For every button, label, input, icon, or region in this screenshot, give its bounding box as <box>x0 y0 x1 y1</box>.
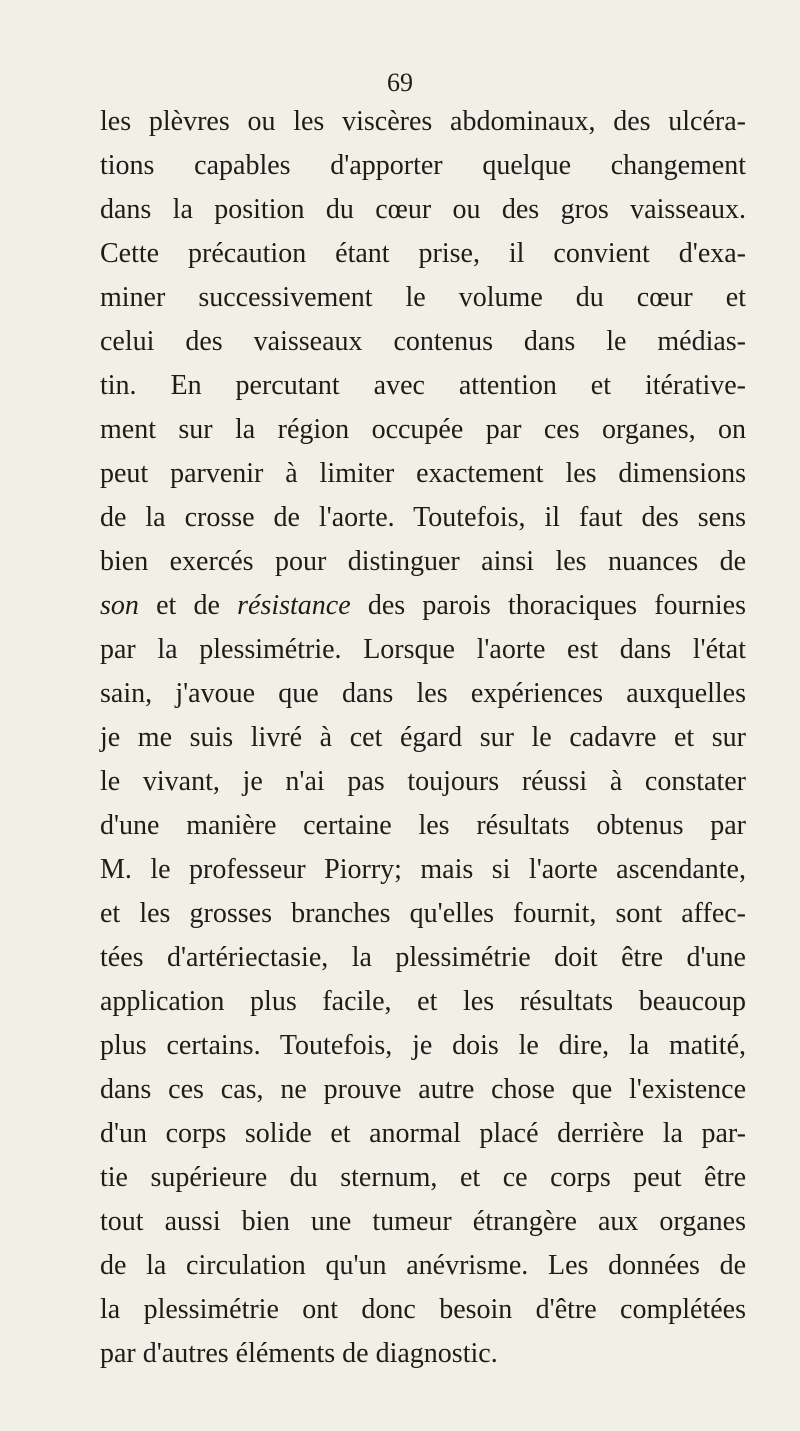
text-line: je me suis livré à cet égard sur le cadavre et sur <box>100 722 746 753</box>
text-line: tout aussi bien une tumeur étrangère aux organes <box>100 1206 746 1237</box>
text-line-with-italics: son et de résistance des parois thoraciques fournies <box>100 590 746 621</box>
text-line: application plus facile, et les résultats beaucoup <box>100 986 746 1017</box>
text-line: la plessimétrie ont donc besoin d'être complétées <box>100 1294 746 1325</box>
text-line: tie supérieure du sternum, et ce corps peut être <box>100 1162 746 1193</box>
text-line: d'une manière certaine les résultats obtenus par <box>100 810 746 841</box>
page-number: 69 <box>387 68 413 97</box>
text-line: les plèvres ou les viscères abdominaux, des ulcéra- <box>100 106 746 137</box>
text-line: miner successivement le volume du cœur et <box>100 282 746 313</box>
text-line: par d'autres éléments de diagnostic. <box>100 1338 498 1369</box>
text-line: sain, j'avoue que dans les expériences auxquelles <box>100 678 746 709</box>
text-line: dans ces cas, ne prouve autre chose que l'existence <box>100 1074 746 1105</box>
text-line: plus certains. Toutefois, je dois le dire, la matité, <box>100 1030 746 1061</box>
text-line: de la crosse de l'aorte. Toutefois, il faut des sens <box>100 502 746 533</box>
text-line: d'un corps solide et anormal placé derrière la par- <box>100 1118 746 1149</box>
text-line: celui des vaisseaux contenus dans le médias- <box>100 326 746 357</box>
body-text <box>100 100 746 1376</box>
text-line: tions capables d'apporter quelque changement <box>100 150 746 181</box>
text-line: dans la position du cœur ou des gros vaisseaux. <box>100 194 746 225</box>
text-line: Cette précaution étant prise, il convient d'exa- <box>100 238 746 269</box>
text-line: bien exercés pour distinguer ainsi les nuances de <box>100 546 746 577</box>
text-line: et les grosses branches qu'elles fournit, sont affec- <box>100 898 746 929</box>
text-line: M. le professeur Piorry; mais si l'aorte ascendante, <box>100 854 746 885</box>
text-line: le vivant, je n'ai pas toujours réussi à constater <box>100 766 746 797</box>
text-line: ment sur la région occupée par ces organes, on <box>100 414 746 445</box>
text-line: peut parvenir à limiter exactement les dimensions <box>100 458 746 489</box>
text-line: de la circulation qu'un anévrisme. Les données de <box>100 1250 746 1281</box>
text-line: par la plessimétrie. Lorsque l'aorte est dans l'état <box>100 634 746 665</box>
text-line: tées d'artériectasie, la plessimétrie doit être d'une <box>100 942 746 973</box>
text-line: tin. En percutant avec attention et itérative- <box>100 370 746 401</box>
